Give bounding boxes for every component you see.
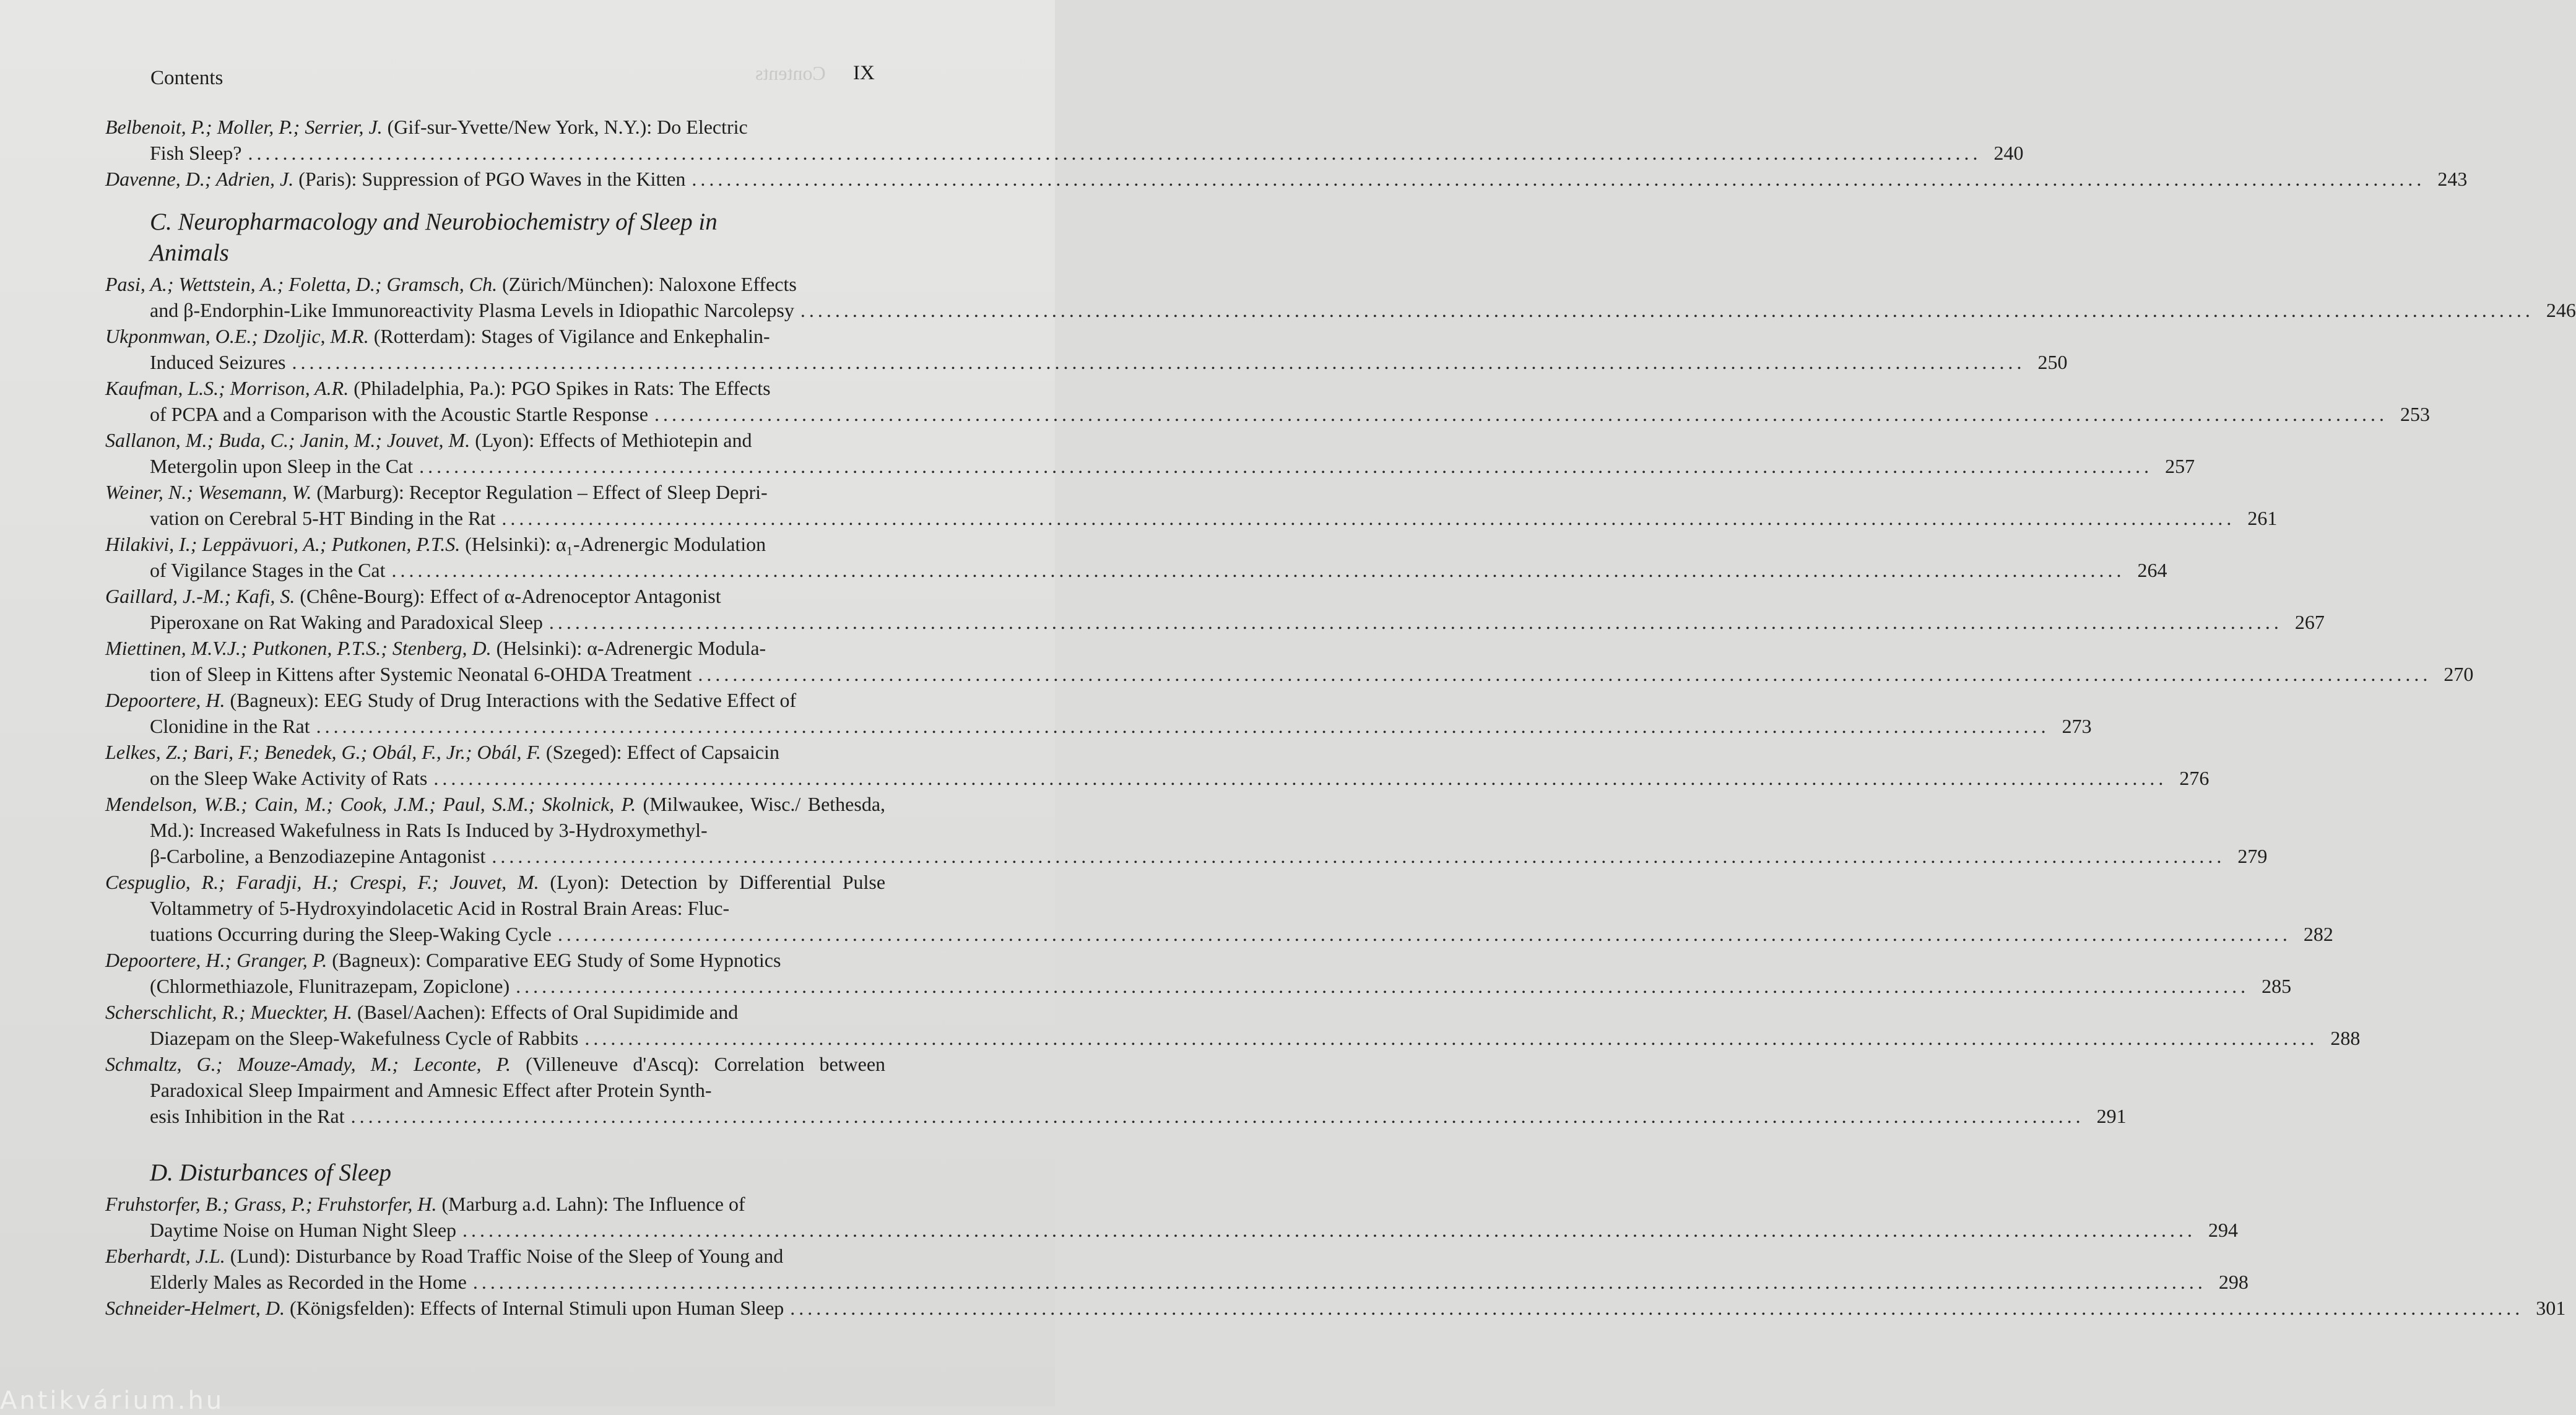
entries-group-d	[105, 1191, 2566, 1321]
entry-title-part: Correlation	[714, 1053, 805, 1075]
toc-entry	[105, 1051, 2127, 1129]
entry-title-part: Stages of Vigilance and Enkephalin-	[481, 325, 770, 347]
watermark: Antikvárium.hu	[0, 1387, 225, 1415]
entry-page-number: 267	[2294, 611, 2325, 633]
toc-entry	[105, 427, 2195, 479]
leader-dots: ........................................................................................................................................................................................................	[698, 663, 2432, 685]
entry-title-part: Comparative EEG Study of Some Hypnotics	[426, 949, 781, 971]
entry-authors: Depoortere, H.; Granger, P.	[105, 949, 327, 971]
entry-title-part: PGO Spikes in Rats: The Effects	[511, 377, 771, 399]
entry-title-last: esis Inhibition in the Rat	[150, 1105, 345, 1127]
entry-place: (Basel/Aachen):	[357, 1001, 486, 1023]
entry-authors: Depoortere, H.	[105, 689, 225, 711]
entry-place: (Helsinki):	[465, 533, 551, 555]
entry-authors: Mendelson, W.B.; Cain, M.; Cook, J.M.; Paul, S.M.; Skolnick, P.	[105, 793, 636, 815]
toc-entry	[105, 114, 2024, 166]
entry-page-number: 276	[2179, 767, 2210, 789]
entry-title-last: Piperoxane on Rat Waking and Paradoxical Sleep	[150, 611, 543, 633]
leader-dots: ........................................................................................................................................................................................................	[501, 507, 2236, 529]
leader-dots: ........................................................................................................................................................................................................	[800, 299, 2534, 321]
entry-place: (Lund):	[230, 1245, 291, 1267]
leader-dots: ........................................................................................................................................................................................................	[492, 845, 2226, 867]
entry-place: (Helsinki):	[496, 637, 583, 659]
toc-entry	[105, 947, 2292, 999]
leader-dots: ........................................................................................................................................................................................................	[654, 403, 2388, 425]
section-heading-d: D. Disturbances of Sleep	[150, 1159, 391, 1186]
entry-title-part: Effect of Capsaicin	[627, 741, 779, 763]
entry-title-last: tion of Sleep in Kittens after Systemic Neonatal 6-OHDA Treatment	[150, 663, 692, 685]
entry-authors: Sallanon, M.; Buda, C.; Janin, M.; Jouvet, M.	[105, 429, 471, 451]
entry-authors: Ukponmwan, O.E.; Dzoljic, M.R.	[105, 325, 369, 347]
entry-authors: Kaufman, L.S.; Morrison, A.R.	[105, 377, 349, 399]
entry-place: (Marburg a.d. Lahn):	[441, 1193, 609, 1215]
entry-title-part: α-Adrenergic Modula-	[587, 637, 766, 659]
leader-dots: ........................................................................................................................................................................................................	[292, 351, 2026, 373]
entry-authors: Hilakivi, I.; Leppävuori, A.; Putkonen, P.T.S.	[105, 533, 461, 555]
entry-place: (Gif-sur-Yvette/New York, N.Y.):	[387, 116, 653, 138]
entry-page-number: 243	[2437, 168, 2468, 190]
leader-dots: ........................................................................................................................................................................................................	[549, 611, 2283, 633]
toc-entry	[105, 1243, 2249, 1295]
entry-authors: Schneider-Helmert, D.	[105, 1297, 285, 1319]
entry-authors: Pasi, A.; Wettstein, A.; Foletta, D.; Gramsch, Ch.	[105, 273, 498, 295]
entry-title-last: tuations Occurring during the Sleep-Waking Cycle	[150, 923, 552, 945]
entry-page-number: 240	[1993, 142, 2024, 164]
toc-entry	[105, 583, 2325, 635]
entry-place: (Philadelphia, Pa.):	[353, 377, 506, 399]
leader-dots: ........................................................................................................................................................................................................	[584, 1027, 2318, 1049]
entry-place: (Chêne-Bourg):	[300, 585, 425, 607]
entry-title-part: Disturbance by Road Traffic Noise of the Sleep of Young and	[295, 1245, 784, 1267]
entry-authors: Gaillard, J.-M.; Kafi, S.	[105, 585, 295, 607]
entry-title-last: Elderly Males as Recorded in the Home	[150, 1271, 467, 1293]
running-header: Contents	[150, 67, 223, 89]
leader-dots: ........................................................................................................................................................................................................	[391, 559, 2125, 581]
toc-entry	[105, 635, 2474, 687]
entry-title-part: The Influence of	[613, 1193, 745, 1215]
leader-dots: ........................................................................................................................................................................................................	[433, 767, 2167, 789]
entry-place: (Lyon):	[550, 871, 610, 893]
entry-place: (Paris):	[298, 168, 357, 190]
entry-authors: Belbenoit, P.; Moller, P.; Serrier, J.	[105, 116, 383, 138]
entry-place: (Marburg):	[316, 481, 404, 503]
entries-group-c	[105, 271, 2576, 1129]
entry-page-number: 270	[2444, 663, 2474, 685]
entry-page-number: 285	[2262, 975, 2292, 997]
toc-entry	[105, 271, 2576, 323]
entry-authors: Lelkes, Z.; Bari, F.; Benedek, G.; Obál, F., Jr.; Obál, F.	[105, 741, 541, 763]
leader-dots: ........................................................................................................................................................................................................	[350, 1105, 2084, 1127]
leader-dots: ........................................................................................................................................................................................................	[516, 975, 2250, 997]
entry-title-last: (Chlormethiazole, Flunitrazepam, Zopiclone)	[150, 975, 510, 997]
entry-title-last: and β-Endorphin-Like Immunoreactivity Plasma Levels in Idiopathic Narcolepsy	[150, 299, 794, 321]
leader-dots: ........................................................................................................................................................................................................	[316, 715, 2050, 737]
entry-page-number: 257	[2165, 455, 2195, 477]
entry-place: (Zürich/München):	[502, 273, 654, 295]
entry-page-number: 279	[2237, 845, 2268, 867]
entry-title-last: Metergolin upon Sleep in the Cat	[150, 455, 414, 477]
entry-page-number: 273	[2062, 715, 2092, 737]
leader-dots: ........................................................................................................................................................................................................	[248, 142, 1982, 164]
bleed-through-text: Contents	[755, 62, 826, 84]
entry-title-last: Daytime Noise on Human Night Sleep	[150, 1219, 457, 1241]
leader-dots: ........................................................................................................................................................................................................	[692, 168, 2426, 190]
entry-place: (Lyon):	[475, 429, 535, 451]
leader-dots: ........................................................................................................................................................................................................	[472, 1271, 2206, 1293]
toc-entry	[105, 739, 2210, 791]
entry-title-part: Receptor Regulation – Effect of Sleep Depri-	[409, 481, 768, 503]
page-number: IX	[853, 62, 875, 84]
entry-authors: Schmaltz, G.; Mouze-Amady, M.; Leconte, P.	[105, 1053, 511, 1075]
entry-title-last: Induced Seizures	[150, 351, 286, 373]
entry-page-number: 288	[2330, 1027, 2361, 1049]
entry-page-number: 264	[2137, 559, 2167, 581]
toc-entry	[105, 1295, 2566, 1321]
entry-title-last: on the Sleep Wake Activity of Rats	[150, 767, 428, 789]
leader-dots: ........................................................................................................................................................................................................	[557, 923, 2291, 945]
entry-title-last: β-Carboline, a Benzodiazepine Antagonist	[150, 845, 486, 867]
entry-title-last: vation on Cerebral 5-HT Binding in the Rat	[150, 507, 496, 529]
entry-title-part: α₁-Adrenergic Modulation	[555, 533, 766, 555]
entry-place: (Villeneuve d'Ascq):	[526, 1053, 700, 1075]
toc-entry	[105, 999, 2361, 1051]
leader-dots: ........................................................................................................................................................................................................	[462, 1219, 2197, 1241]
entry-page-number: 291	[2096, 1105, 2127, 1127]
entry-place: (Königsfelden):	[289, 1297, 415, 1319]
entry-authors: Davenne, D.; Adrien, J.	[105, 168, 294, 190]
toc-entry	[105, 166, 2468, 192]
toc-entry	[105, 323, 2068, 375]
leader-dots: ........................................................................................................................................................................................................	[790, 1297, 2524, 1319]
entry-authors: Weiner, N.; Wesemann, W.	[105, 481, 312, 503]
toc-entry	[105, 1191, 2239, 1243]
entry-page-number: 294	[2208, 1219, 2239, 1241]
entry-page-number: 250	[2037, 351, 2068, 373]
entry-page-number: 282	[2303, 923, 2333, 945]
entry-title-part: Pulse Voltammetry of 5-Hydroxyindolacetic Acid in Rostral Brain Areas: Fluc-	[150, 871, 886, 919]
entry-authors: Cespuglio, R.; Faradji, H.; Crespi, F.; Jouvet, M.	[105, 871, 539, 893]
entry-title-last: Suppression of PGO Waves in the Kitten	[362, 168, 686, 190]
entry-page-number: 261	[2247, 507, 2278, 529]
section-heading-c: C. Neuropharmacology and Neurobiochemistry of Sleep in Animals	[150, 209, 718, 266]
toc-entry	[105, 791, 2268, 869]
entry-place: (Milwaukee, Wisc./	[643, 793, 801, 815]
entry-page-number: 301	[2536, 1297, 2566, 1319]
entry-title-part: EEG Study of Drug Interactions with the Sedative Effect of	[324, 689, 797, 711]
entry-title-last: Effects of Internal Stimuli upon Human Sleep	[420, 1297, 784, 1319]
entry-place: (Szeged):	[545, 741, 622, 763]
entry-title-last: Fish Sleep?	[150, 142, 242, 164]
entries-group-top	[105, 114, 2468, 192]
leader-dots: ........................................................................................................................................................................................................	[419, 455, 2153, 477]
entry-title-last: Clonidine in the Rat	[150, 715, 310, 737]
entry-authors: Fruhstorfer, B.; Grass, P.; Fruhstorfer, H.	[105, 1193, 437, 1215]
table-of-contents	[105, 114, 2576, 1321]
entry-title-part: between Paradoxical Sleep Impairment and Amnesic Effect after Protein Synth-	[150, 1053, 886, 1101]
entry-title-part: Effects of Oral Supidimide and	[490, 1001, 739, 1023]
entry-authors: Eberhardt, J.L.	[105, 1245, 225, 1267]
entry-authors: Miettinen, M.V.J.; Putkonen, P.T.S.; Stenberg, D.	[105, 637, 492, 659]
toc-entry	[105, 375, 2430, 427]
entry-title-last: of PCPA and a Comparison with the Acoustic Startle Response	[150, 403, 648, 425]
entry-title-last: Diazepam on the Sleep-Wakefulness Cycle of Rabbits	[150, 1027, 579, 1049]
entry-place: (Rotterdam):	[373, 325, 476, 347]
entry-page-number: 253	[2400, 403, 2430, 425]
entry-title-part: Detection by Differential	[620, 871, 831, 893]
toc-entry	[105, 531, 2167, 583]
entry-title-part: Do Electric	[657, 116, 748, 138]
entry-page-number: 298	[2218, 1271, 2249, 1293]
entry-authors: Scherschlicht, R.; Mueckter, H.	[105, 1001, 352, 1023]
entry-place: (Bagneux):	[230, 689, 319, 711]
entry-page-number: 246	[2546, 299, 2576, 321]
entry-place: (Bagneux):	[332, 949, 422, 971]
toc-entry	[105, 869, 2333, 947]
toc-entry	[105, 687, 2092, 739]
entry-title-part: Effects of Methiotepin and	[539, 429, 752, 451]
entry-title-part: Naloxone Effects	[659, 273, 797, 295]
entry-title-part: Bethesda, Md.): Increased Wakefulness in Rats Is Induced by 3-Hydroxymethyl-	[150, 793, 886, 841]
entry-title-last: of Vigilance Stages in the Cat	[150, 559, 386, 581]
toc-entry	[105, 479, 2278, 531]
entry-title-part: Effect of α-Adrenoceptor Antagonist	[430, 585, 721, 607]
